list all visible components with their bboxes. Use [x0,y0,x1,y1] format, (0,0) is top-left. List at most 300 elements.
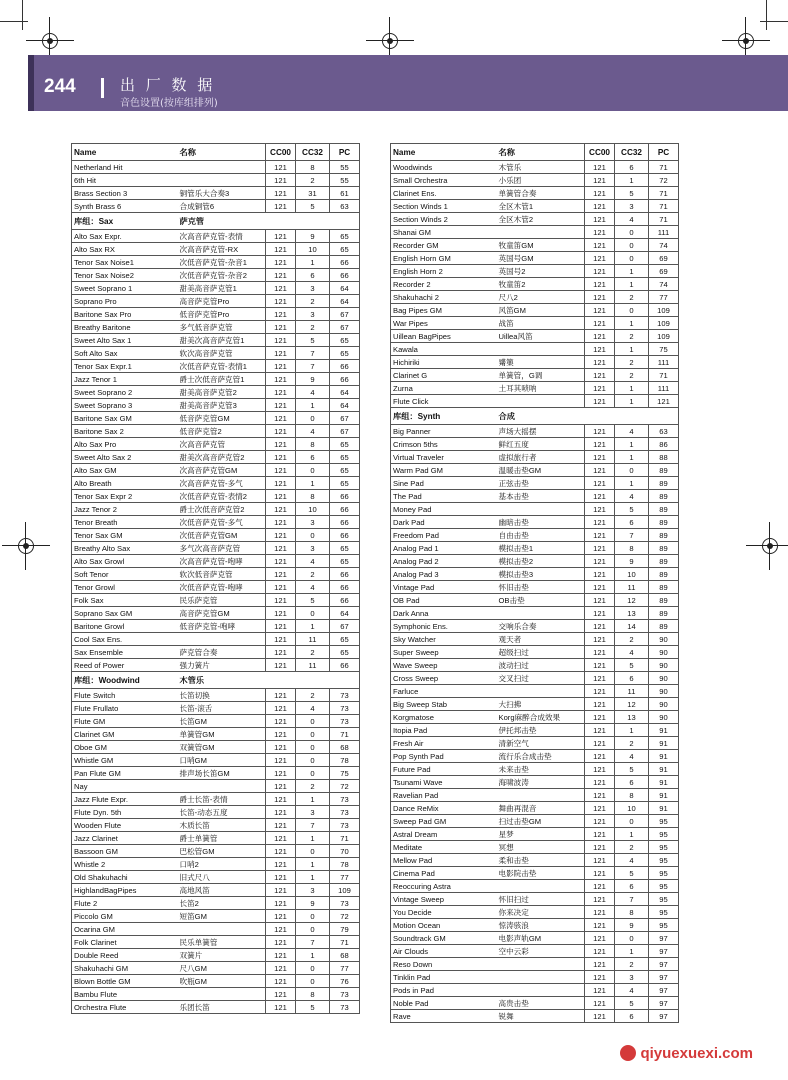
voice-name: Soundtrack GM [391,932,497,945]
table-row [72,464,360,477]
voice-chinese-name: 牧童笛2 [497,278,585,291]
pc-value: 90 [649,672,679,685]
voice-name: Symphonic Ens. [391,620,497,633]
watermark-logo-icon [620,1045,636,1061]
voice-name: Astral Dream [391,828,497,841]
cc00-value: 121 [266,529,296,542]
pc-value: 91 [649,724,679,737]
table-row [72,334,360,347]
table-row [72,308,360,321]
pc-value: 65 [330,464,360,477]
table-row [391,317,679,330]
voice-chinese-name: 民乐萨克管 [178,594,266,607]
pc-value: 63 [649,425,679,438]
pc-value: 79 [330,923,360,936]
voice-chinese-name: 模拟击垫1 [497,542,585,555]
voice-name: Dark Pad [391,516,497,529]
pc-value: 65 [330,334,360,347]
cc00-value: 121 [585,356,615,369]
pc-value: 71 [330,936,360,949]
table-row [391,464,679,477]
cc00-value: 121 [266,962,296,975]
voice-chinese-name: 长笛切换 [178,689,266,702]
cc00-value: 121 [266,871,296,884]
cc32-value: 4 [296,702,330,715]
cc32-value: 10 [615,802,649,815]
voice-name: Warm Pad GM [391,464,497,477]
cc32-value: 2 [615,356,649,369]
table-row [391,607,679,620]
table-row [72,715,360,728]
cc32-value: 2 [615,291,649,304]
voice-chinese-name: 次低音萨克管-杂音2 [178,269,266,282]
table-row [72,806,360,819]
cc32-value: 2 [296,568,330,581]
cc00-value: 121 [266,360,296,373]
voice-name: Flute Frullato [72,702,178,715]
section-title-chinese: 合成 [497,408,679,425]
column-header-pc: PC [649,144,679,161]
voice-name: Money Pad [391,503,497,516]
cc00-value: 121 [585,382,615,395]
table-row [391,802,679,815]
cc32-value: 3 [615,971,649,984]
voice-name: Orchestra Flute [72,1001,178,1014]
cc00-value: 121 [585,330,615,343]
cc00-value: 121 [585,369,615,382]
voice-chinese-name: 牧童笛GM [497,239,585,252]
pc-value: 90 [649,659,679,672]
cc32-value: 6 [615,1010,649,1023]
cc00-value: 121 [266,1001,296,1014]
voice-chinese-name: 口哨GM [178,754,266,767]
cc00-value: 121 [585,971,615,984]
voice-name: Double Reed [72,949,178,962]
cc32-value: 9 [296,230,330,243]
pc-value: 95 [649,815,679,828]
pc-value: 109 [649,304,679,317]
pc-value: 67 [330,425,360,438]
cc32-value: 5 [615,659,649,672]
voice-chinese-name: 舞曲再混音 [497,802,585,815]
pc-value: 90 [649,633,679,646]
voice-name: Virtual Traveler [391,451,497,464]
cc00-value: 121 [585,343,615,356]
voice-chinese-name: OB击垫 [497,594,585,607]
cc00-value: 121 [266,256,296,269]
cc32-value: 14 [615,620,649,633]
table-row [391,620,679,633]
voice-chinese-name: 吹瓶GM [178,975,266,988]
voice-name: Pods in Pad [391,984,497,997]
voice-name: Meditate [391,841,497,854]
voice-table-right [390,143,679,1023]
cc00-value: 121 [585,932,615,945]
cc00-value: 121 [585,672,615,685]
cc00-value: 121 [266,607,296,620]
table-row [391,698,679,711]
voice-chinese-name: 观天者 [497,633,585,646]
cc00-value: 121 [266,295,296,308]
voice-name: Section Winds 2 [391,213,497,226]
cc32-value: 7 [296,936,330,949]
voice-name: Soprano Sax GM [72,607,178,620]
voice-table-left [71,143,360,1014]
pc-value: 97 [649,1010,679,1023]
voice-chinese-name: 次高音萨克管 [178,438,266,451]
cc00-value: 121 [585,880,615,893]
pc-value: 78 [330,754,360,767]
voice-name: Folk Clarinet [72,936,178,949]
table-row [72,347,360,360]
column-header-cc32: CC32 [615,144,649,161]
table-row [391,490,679,503]
page-number: 244 [44,76,76,97]
cc32-value: 6 [296,451,330,464]
voice-name: Dark Anna [391,607,497,620]
cc00-value: 121 [585,438,615,451]
cc00-value: 121 [266,516,296,529]
table-row [72,962,360,975]
pc-value: 67 [330,620,360,633]
pc-value: 73 [330,806,360,819]
voice-chinese-name: 民乐单簧管 [178,936,266,949]
voice-name: Fresh Air [391,737,497,750]
pc-value: 89 [649,568,679,581]
cc00-value: 121 [585,828,615,841]
pc-value: 89 [649,516,679,529]
cc00-value: 121 [585,516,615,529]
cc00-value: 121 [585,581,615,594]
cc32-value: 0 [296,910,330,923]
cc32-value: 1 [296,477,330,490]
table-row [391,568,679,581]
pc-value: 89 [649,529,679,542]
pc-value: 66 [330,516,360,529]
pc-value: 95 [649,867,679,880]
table-row [72,702,360,715]
table-row [391,369,679,382]
page-title: 出 厂 数 据 [120,76,216,94]
cc00-value: 121 [585,174,615,187]
pc-value: 90 [649,646,679,659]
cc32-value: 2 [615,737,649,750]
cc32-value: 1 [615,174,649,187]
cc00-value: 121 [266,334,296,347]
voice-name: Bambu Flute [72,988,178,1001]
cc32-value: 2 [296,295,330,308]
cc32-value: 0 [296,754,330,767]
cc32-value: 0 [615,226,649,239]
voice-name: Big Sweep Stab [391,698,497,711]
cc32-value: 11 [615,581,649,594]
cc00-value: 121 [266,949,296,962]
table-header-row [72,144,360,161]
cc00-value: 121 [585,187,615,200]
voice-name: Tinklin Pad [391,971,497,984]
voice-chinese-name: 排声场长笛GM [178,767,266,780]
voice-name: Reed of Power [72,659,178,672]
cc00-value: 121 [266,858,296,871]
voice-name: Uillean BagPipes [391,330,497,343]
cc32-value: 9 [615,919,649,932]
cc32-value: 8 [615,542,649,555]
pc-value: 66 [330,490,360,503]
cc32-value: 9 [296,897,330,910]
cc32-value: 0 [615,252,649,265]
pc-value: 97 [649,958,679,971]
registration-mark-icon [756,532,784,560]
table-row [72,516,360,529]
voice-chinese-name: 流行乐合成击垫 [497,750,585,763]
voice-chinese-name: 长笛GM [178,715,266,728]
pc-value: 64 [330,282,360,295]
cc00-value: 121 [266,594,296,607]
pc-value: 65 [330,347,360,360]
voice-chinese-name: 巴松管GM [178,845,266,858]
cc32-value: 3 [296,542,330,555]
pc-value: 95 [649,841,679,854]
voice-chinese-name: 虚拟旅行者 [497,451,585,464]
voice-name: Super Sweep [391,646,497,659]
cc32-value: 1 [615,317,649,330]
pc-value: 73 [330,702,360,715]
cc00-value: 121 [266,373,296,386]
voice-name: Sky Watcher [391,633,497,646]
section-title: 库组：Woodwind [72,672,178,689]
pc-value: 68 [330,741,360,754]
table-row [391,213,679,226]
voice-name: Soprano Pro [72,295,178,308]
cc32-value: 0 [296,767,330,780]
table-row [391,997,679,1010]
cc32-value: 2 [615,330,649,343]
voice-chinese-name [497,226,585,239]
cc32-value: 10 [296,243,330,256]
section-title-chinese: 木管乐 [178,672,360,689]
cc00-value: 121 [266,689,296,702]
pc-value: 66 [330,360,360,373]
cc32-value: 0 [296,607,330,620]
voice-chinese-name [497,343,585,356]
voice-chinese-name [178,161,266,174]
voice-name: Breathy Alto Sax [72,542,178,555]
cc00-value: 121 [266,347,296,360]
table-row [72,767,360,780]
pc-value: 95 [649,828,679,841]
cc32-value: 5 [296,594,330,607]
voice-chinese-name: 长笛-动态五度 [178,806,266,819]
cc32-value: 4 [615,854,649,867]
pc-value: 61 [330,187,360,200]
pc-value: 91 [649,737,679,750]
cc32-value: 1 [615,343,649,356]
table-row [391,633,679,646]
voice-chinese-name: 单簧管合奏 [497,187,585,200]
cc00-value: 121 [266,161,296,174]
voice-chinese-name: 强力簧片 [178,659,266,672]
voice-name: Reso Down [391,958,497,971]
voice-name: Flute Click [391,395,497,408]
table-row [72,728,360,741]
voice-chinese-name: 冥想 [497,841,585,854]
cc32-value: 11 [296,633,330,646]
pc-value: 66 [330,529,360,542]
table-row [391,451,679,464]
cc32-value: 9 [296,373,330,386]
registration-mark-icon [732,27,760,55]
voice-name: Vintage Pad [391,581,497,594]
voice-name: Wooden Flute [72,819,178,832]
voice-name: English Horn 2 [391,265,497,278]
voice-chinese-name: 高贵击垫 [497,997,585,1010]
pc-value: 121 [649,395,679,408]
cc32-value: 9 [615,555,649,568]
pc-value: 66 [330,256,360,269]
cc00-value: 121 [585,763,615,776]
voice-chinese-name: 大扫拂 [497,698,585,711]
voice-name: Kawala [391,343,497,356]
table-row [391,932,679,945]
table-row [391,854,679,867]
cc00-value: 121 [266,754,296,767]
table-row [391,893,679,906]
cc00-value: 121 [266,780,296,793]
cc00-value: 121 [266,174,296,187]
table-row [391,1010,679,1023]
pc-value: 72 [649,174,679,187]
table-row [72,412,360,425]
cc00-value: 121 [585,239,615,252]
pc-value: 65 [330,633,360,646]
voice-chinese-name [497,685,585,698]
voice-chinese-name: 甜美高音萨克管2 [178,386,266,399]
cc00-value: 121 [266,910,296,923]
voice-name: Breathy Baritone [72,321,178,334]
voice-chinese-name: 乐团长笛 [178,1001,266,1014]
pc-value: 86 [649,438,679,451]
table-row [391,880,679,893]
cc00-value: 121 [585,815,615,828]
cc32-value: 1 [615,828,649,841]
header-divider [101,78,104,98]
column-header-cc00: CC00 [266,144,296,161]
cc00-value: 121 [266,923,296,936]
cc32-value: 0 [296,715,330,728]
cc00-value: 121 [266,555,296,568]
table-row [391,555,679,568]
cc00-value: 121 [585,984,615,997]
table-row [72,741,360,754]
cc00-value: 121 [266,243,296,256]
table-row [391,789,679,802]
cc00-value: 121 [266,451,296,464]
cc00-value: 121 [266,936,296,949]
table-row [72,633,360,646]
voice-chinese-name: 锐舞 [497,1010,585,1023]
voice-chinese-name: 你来决定 [497,906,585,919]
trim-line [760,21,788,22]
cc00-value: 121 [266,646,296,659]
cc00-value: 121 [266,269,296,282]
voice-name: Old Shakuhachi [72,871,178,884]
cc00-value: 121 [266,702,296,715]
column-header-cc32: CC32 [296,144,330,161]
cc00-value: 121 [585,317,615,330]
pc-value: 76 [330,975,360,988]
table-row [391,867,679,880]
cc32-value: 8 [296,988,330,1001]
pc-value: 65 [330,243,360,256]
table-row [72,438,360,451]
table-row [72,594,360,607]
voice-name: Whistle GM [72,754,178,767]
voice-chinese-name: 次低音萨克管GM [178,529,266,542]
voice-chinese-name: 次高音萨克管GM [178,464,266,477]
cc00-value: 121 [585,997,615,1010]
table-row [391,161,679,174]
voice-chinese-name: 甜美次高音萨克管2 [178,451,266,464]
pc-value: 64 [330,386,360,399]
voice-name: Pop Synth Pad [391,750,497,763]
voice-name: Jazz Flute Expr. [72,793,178,806]
pc-value: 91 [649,789,679,802]
cc00-value: 121 [266,438,296,451]
cc00-value: 121 [585,542,615,555]
table-row [72,607,360,620]
cc00-value: 121 [585,464,615,477]
cc00-value: 121 [266,806,296,819]
pc-value: 75 [649,343,679,356]
cc32-value: 2 [296,780,330,793]
cc32-value: 0 [615,815,649,828]
table-row [72,373,360,386]
cc32-value: 1 [615,477,649,490]
table-row [72,858,360,871]
table-row [391,200,679,213]
voice-chinese-name: 多气次高音萨克管 [178,542,266,555]
voice-chinese-name: 口哨2 [178,858,266,871]
cc00-value: 121 [585,854,615,867]
cc00-value: 121 [585,685,615,698]
table-row [72,897,360,910]
table-row [391,425,679,438]
voice-name: Bassoon GM [72,845,178,858]
voice-chinese-name: 惊涛骇浪 [497,919,585,932]
cc32-value: 13 [615,711,649,724]
table-row [72,161,360,174]
table-row [391,919,679,932]
cc32-value: 0 [296,728,330,741]
voice-name: Hichiriki [391,356,497,369]
cc00-value: 121 [266,503,296,516]
voice-chinese-name: 怀旧击垫 [497,581,585,594]
cc00-value: 121 [585,555,615,568]
voice-name: Jazz Tenor 2 [72,503,178,516]
voice-chinese-name: 萨克管合奏 [178,646,266,659]
voice-name: Clarinet Ens. [391,187,497,200]
cc32-value: 8 [296,438,330,451]
pc-value: 90 [649,698,679,711]
cc00-value: 121 [585,633,615,646]
cc32-value: 3 [296,806,330,819]
cc32-value: 0 [296,975,330,988]
table-row [72,581,360,594]
voice-name: Shakuhachi GM [72,962,178,975]
cc00-value: 121 [585,789,615,802]
pc-value: 73 [330,793,360,806]
voice-name: Cool Sax Ens. [72,633,178,646]
